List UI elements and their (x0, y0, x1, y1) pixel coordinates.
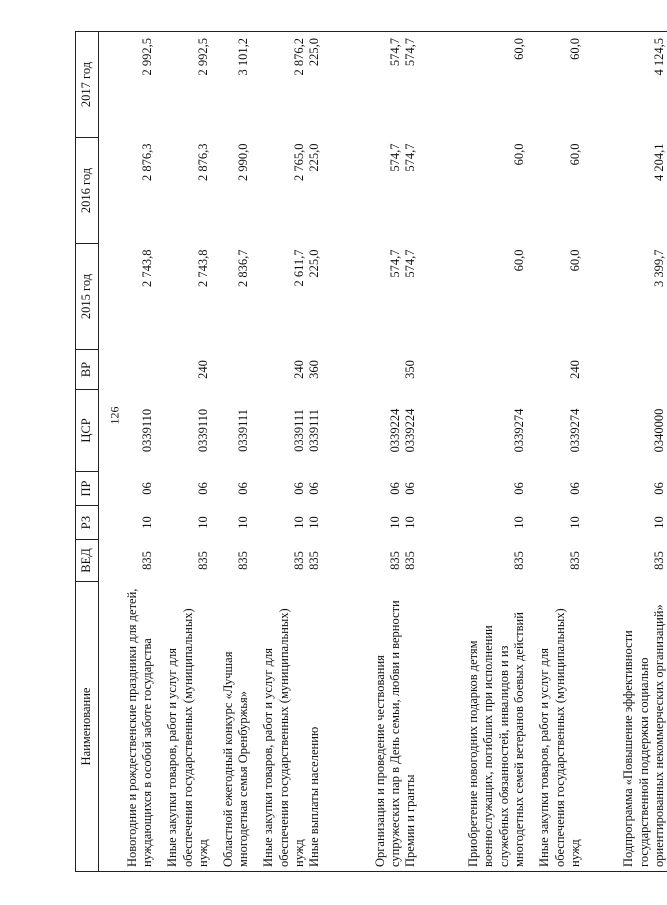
row-2017: 2 876,2 (251, 32, 307, 138)
row-ved: 835 (511, 551, 526, 570)
row-vr (347, 350, 403, 390)
row-ved: 835 (567, 551, 582, 570)
row-name: Иные закупки товаров, работ и услуг для обеспечения государственных (муниципальных) нужд (251, 582, 307, 872)
budget-table-rotated (75, 32, 666, 872)
row-rz: 10 (651, 516, 666, 529)
header-name: Наименование (76, 582, 99, 872)
row-2017: 574,7 (403, 32, 443, 138)
row-rz: 10 (387, 516, 402, 529)
row-ved: 835 (235, 551, 250, 570)
row-name: Организация и проведение чествования супружеских пар в День семьи, любви и верности (347, 582, 403, 872)
row-pr: 06 (511, 482, 526, 495)
row-name: Премии и гранты (403, 582, 443, 872)
row-pr: 06 (403, 482, 417, 495)
row-pr: 06 (567, 482, 582, 495)
header-2015: 2015 год (76, 244, 99, 350)
row-csr: 0339224 (403, 408, 417, 453)
row-2017: 4 124,5 (583, 32, 667, 138)
row-2015: 574,7 (387, 249, 402, 278)
header-2016: 2016 год (76, 138, 99, 244)
row-2016: 60,0 (511, 143, 526, 166)
table-header-row (76, 32, 99, 872)
row-csr: 0339111 (235, 409, 250, 452)
row-name: Приобретение новогодних подарков детям военнослужащих, погибших при исполнении служебных обязанностей, инвалидов и из многодетных семей ветеранов боевых действий (443, 582, 527, 872)
row-2015: 2 743,8 (139, 249, 154, 287)
row-pr: 06 (387, 482, 402, 495)
header-vr: ВР (76, 350, 99, 390)
header-pr: ПР (76, 472, 99, 506)
table-row (443, 32, 527, 872)
row-2015: 3 399,7 (651, 249, 666, 287)
row-rz: 10 (403, 516, 417, 529)
row-2016: 574,7 (403, 143, 417, 172)
row-2016: 60,0 (567, 143, 582, 166)
table-row (307, 32, 347, 872)
budget-table (75, 31, 667, 872)
row-vr: 360 (307, 360, 321, 379)
row-2017: 60,0 (443, 32, 527, 138)
row-ved: 835 (139, 551, 154, 570)
row-csr: 0339111 (307, 409, 321, 452)
row-pr: 06 (235, 482, 250, 495)
row-2017: 60,0 (527, 32, 583, 138)
row-ved: 835 (195, 551, 210, 570)
row-2015: 2 611,7 (291, 249, 306, 287)
row-csr: 0339274 (567, 408, 582, 453)
row-vr: 240 (195, 360, 210, 379)
row-2017: 3 101,2 (211, 32, 251, 138)
row-ved: 835 (403, 551, 417, 570)
row-2017: 574,7 (347, 32, 403, 138)
row-2015: 60,0 (567, 249, 582, 272)
row-ved: 835 (291, 551, 306, 570)
row-vr (99, 350, 156, 390)
row-2016: 4 204,1 (651, 143, 666, 181)
table-row (403, 32, 443, 872)
row-name: Областной ежегодный конкурс «Лучшая многодетная семья Оренбуржья» (211, 582, 251, 872)
row-2015: 2 836,7 (235, 249, 250, 287)
row-ved: 835 (651, 551, 666, 570)
header-ved: ВЕД (76, 540, 99, 582)
row-name: Подпрограмма «Повышение эффективности государственной поддержки социально ориентированных некоммерческих организаций» (583, 582, 667, 872)
row-2017: 2 992,5 (99, 32, 156, 138)
header-csr: ЦСР (76, 390, 99, 472)
header-2017: 2017 год (76, 32, 99, 138)
row-csr: 0340000 (651, 408, 666, 453)
row-ved: 835 (387, 551, 402, 570)
row-csr: 0339110 (139, 408, 154, 453)
row-csr: 0339110 (195, 408, 210, 453)
table-row (211, 32, 251, 872)
row-rz: 10 (511, 516, 526, 529)
row-2015: 225,0 (307, 249, 321, 278)
page-number-text: 126 (107, 406, 122, 424)
row-2016: 225,0 (307, 143, 321, 172)
row-rz: 10 (139, 516, 154, 529)
row-pr: 06 (139, 482, 154, 495)
row-2016: 2 990,0 (235, 143, 250, 181)
row-2017: 225,0 (307, 32, 347, 138)
row-name: Иные выплаты населению (307, 582, 347, 872)
table-row (155, 32, 211, 872)
row-pr: 06 (307, 482, 321, 495)
row-vr: 240 (567, 360, 582, 379)
row-vr: 350 (403, 360, 417, 379)
row-vr (211, 350, 251, 390)
row-rz: 10 (235, 516, 250, 529)
row-csr: 0339224 (387, 408, 402, 453)
row-rz: 10 (307, 516, 321, 529)
row-2016: 2 765,0 (291, 143, 306, 181)
row-2016: 574,7 (387, 143, 402, 172)
row-2017: 2 992,5 (155, 32, 211, 138)
row-pr: 06 (651, 482, 666, 495)
row-name: Новогодние и рождественские праздники для детей, нуждающихся в особой заботе государства (99, 582, 156, 872)
row-vr (583, 350, 667, 390)
table-row (251, 32, 307, 872)
row-name: Иные закупки товаров, работ и услуг для обеспечения государственных (муниципальных) нужд (155, 582, 211, 872)
row-2015: 574,7 (403, 249, 417, 278)
row-rz: 10 (567, 516, 582, 529)
row-rz: 10 (195, 516, 210, 529)
row-2016: 2 876,3 (195, 143, 210, 181)
table-row (347, 32, 403, 872)
row-2016: 2 876,3 (139, 143, 154, 181)
row-2015: 2 743,8 (195, 249, 210, 287)
table-row (527, 32, 583, 872)
row-csr: 0339111 (291, 409, 306, 452)
header-rz: РЗ (76, 506, 99, 540)
row-name: Иные закупки товаров, работ и услуг для обеспечения государственных (муниципальных) нужд (527, 582, 583, 872)
row-rz: 10 (291, 516, 306, 529)
row-csr: 0339274 (511, 408, 526, 453)
table-row (583, 32, 667, 872)
row-2015: 60,0 (511, 249, 526, 272)
row-ved: 835 (307, 551, 321, 570)
row-pr: 06 (195, 482, 210, 495)
table-row (99, 32, 156, 872)
row-vr: 240 (291, 360, 306, 379)
row-pr: 06 (291, 482, 306, 495)
row-vr (443, 350, 527, 390)
